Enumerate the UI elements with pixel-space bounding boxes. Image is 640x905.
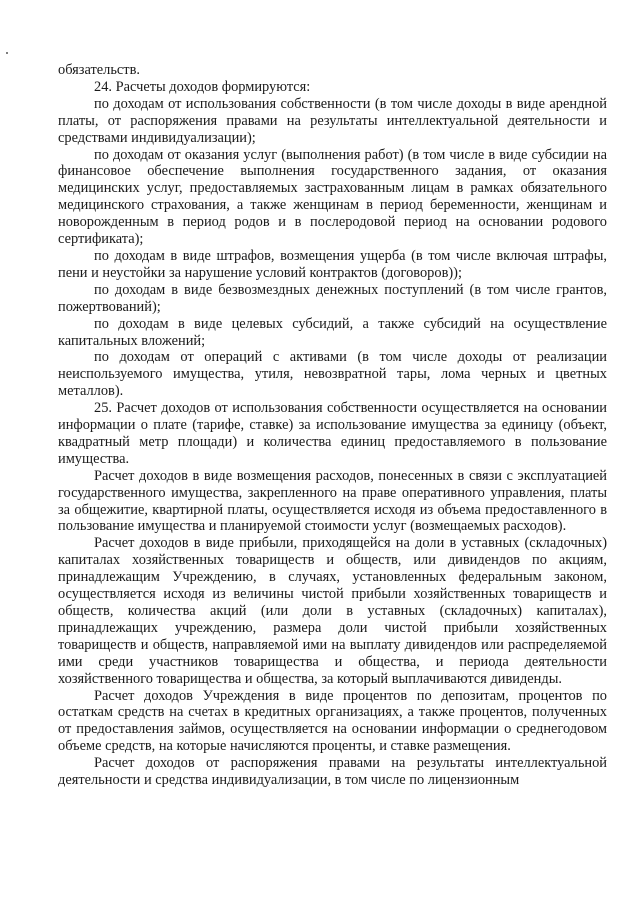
paragraph-property-income: по доходам от использования собственности (в том числе доходы в виде арендной платы, от распоряжения правами на результаты интеллектуальной деятельности и средствами индивидуализации); bbox=[58, 95, 607, 146]
document-body bbox=[58, 62, 607, 789]
paragraph-fines-income: по доходам в виде штрафов, возмещения ущерба (в том числе включая штрафы, пени и неустойки за нарушение условий контрактов (договоров)); bbox=[58, 247, 607, 281]
paragraph-item-24: 24. Расчеты доходов формируются: bbox=[94, 78, 311, 95]
paragraph-item-25: 25. Расчет доходов от использования собственности осуществляется на основании информации о плате (тарифе, ставке) за использование имущества за единицу (объект, квадратный метр площади) и количества единиц предоставляемого в пользование имущества. bbox=[58, 400, 607, 467]
paragraph-assets-income: по доходам от операций с активами (в том числе доходы от реализации неиспользуемого имущества, утиля, невозвратной тары, лома черных и цветных металлов). bbox=[58, 349, 607, 400]
paragraph-gratuitous-income: по доходам в виде безвозмездных денежных поступлений (в том числе грантов, пожертвований); bbox=[58, 281, 607, 315]
paragraph-expense-reimbursement: Расчет доходов в виде возмещения расходов, понесенных в связи с эксплуатацией государственного имущества, закрепленного на праве оперативного управления, платы за общежитие, квартирной платы, осуществляется исходя из объема предоставленного в пользование имущества и планируемой стоимости услуг (возмещаемых расходов). bbox=[58, 467, 607, 535]
paragraph-intellectual-property: Расчет доходов от распоряжения правами на результаты интеллектуальной деятельности и средства индивидуализации, в том числе по лицензионным bbox=[58, 755, 607, 789]
paragraph-interest: Расчет доходов Учреждения в виде процентов по депозитам, процентов по остаткам средств на счетах в кредитных организациях, а также процентов, полученных от предоставления займов, осуществляется на основании информации о среднегодовом объеме средств, на которые начисляются проценты, и ставке размещения. bbox=[58, 687, 607, 755]
scan-speck bbox=[6, 52, 8, 54]
paragraph-dividends: Расчет доходов в виде прибыли, приходящейся на доли в уставных (складочных) капиталах хозяйственных товариществ и обществ, или дивидендов по акциям, принадлежащим Учреждению, в случаях, установленных федеральным законом, осуществляется исходя из величины чистой прибыли хозяйственных товариществ и обществ, количества акций (или доли в уставных (складочных) капиталах), принадлежащих учреждению, размера доли чистой прибыли хозяйственных товариществ и обществ, направляемой ими на выплату дивидендов или распределяемой ими среди участников товарищества и общества, и периода деятельности хозяйственного товарищества и общества, за который выплачиваются дивиденды. bbox=[58, 535, 607, 687]
paragraph-subsidies-income: по доходам в виде целевых субсидий, а также субсидий на осуществление капитальных вложений; bbox=[58, 315, 607, 349]
paragraph-services-income: по доходам от оказания услуг (выполнения работ) (в том числе в виде субсидии на финансовое обеспечение выполнения государственного задания, от оказания медицинских услуг, предоставляемых застрахованным лицам в рамках обязательного медицинского страхования, а также женщинам в период беременности, женщинам и новорожденным в период родов и в послеродовой период на основании родового сертификата); bbox=[58, 146, 607, 248]
paragraph-continuation: обязательств. bbox=[58, 62, 140, 78]
